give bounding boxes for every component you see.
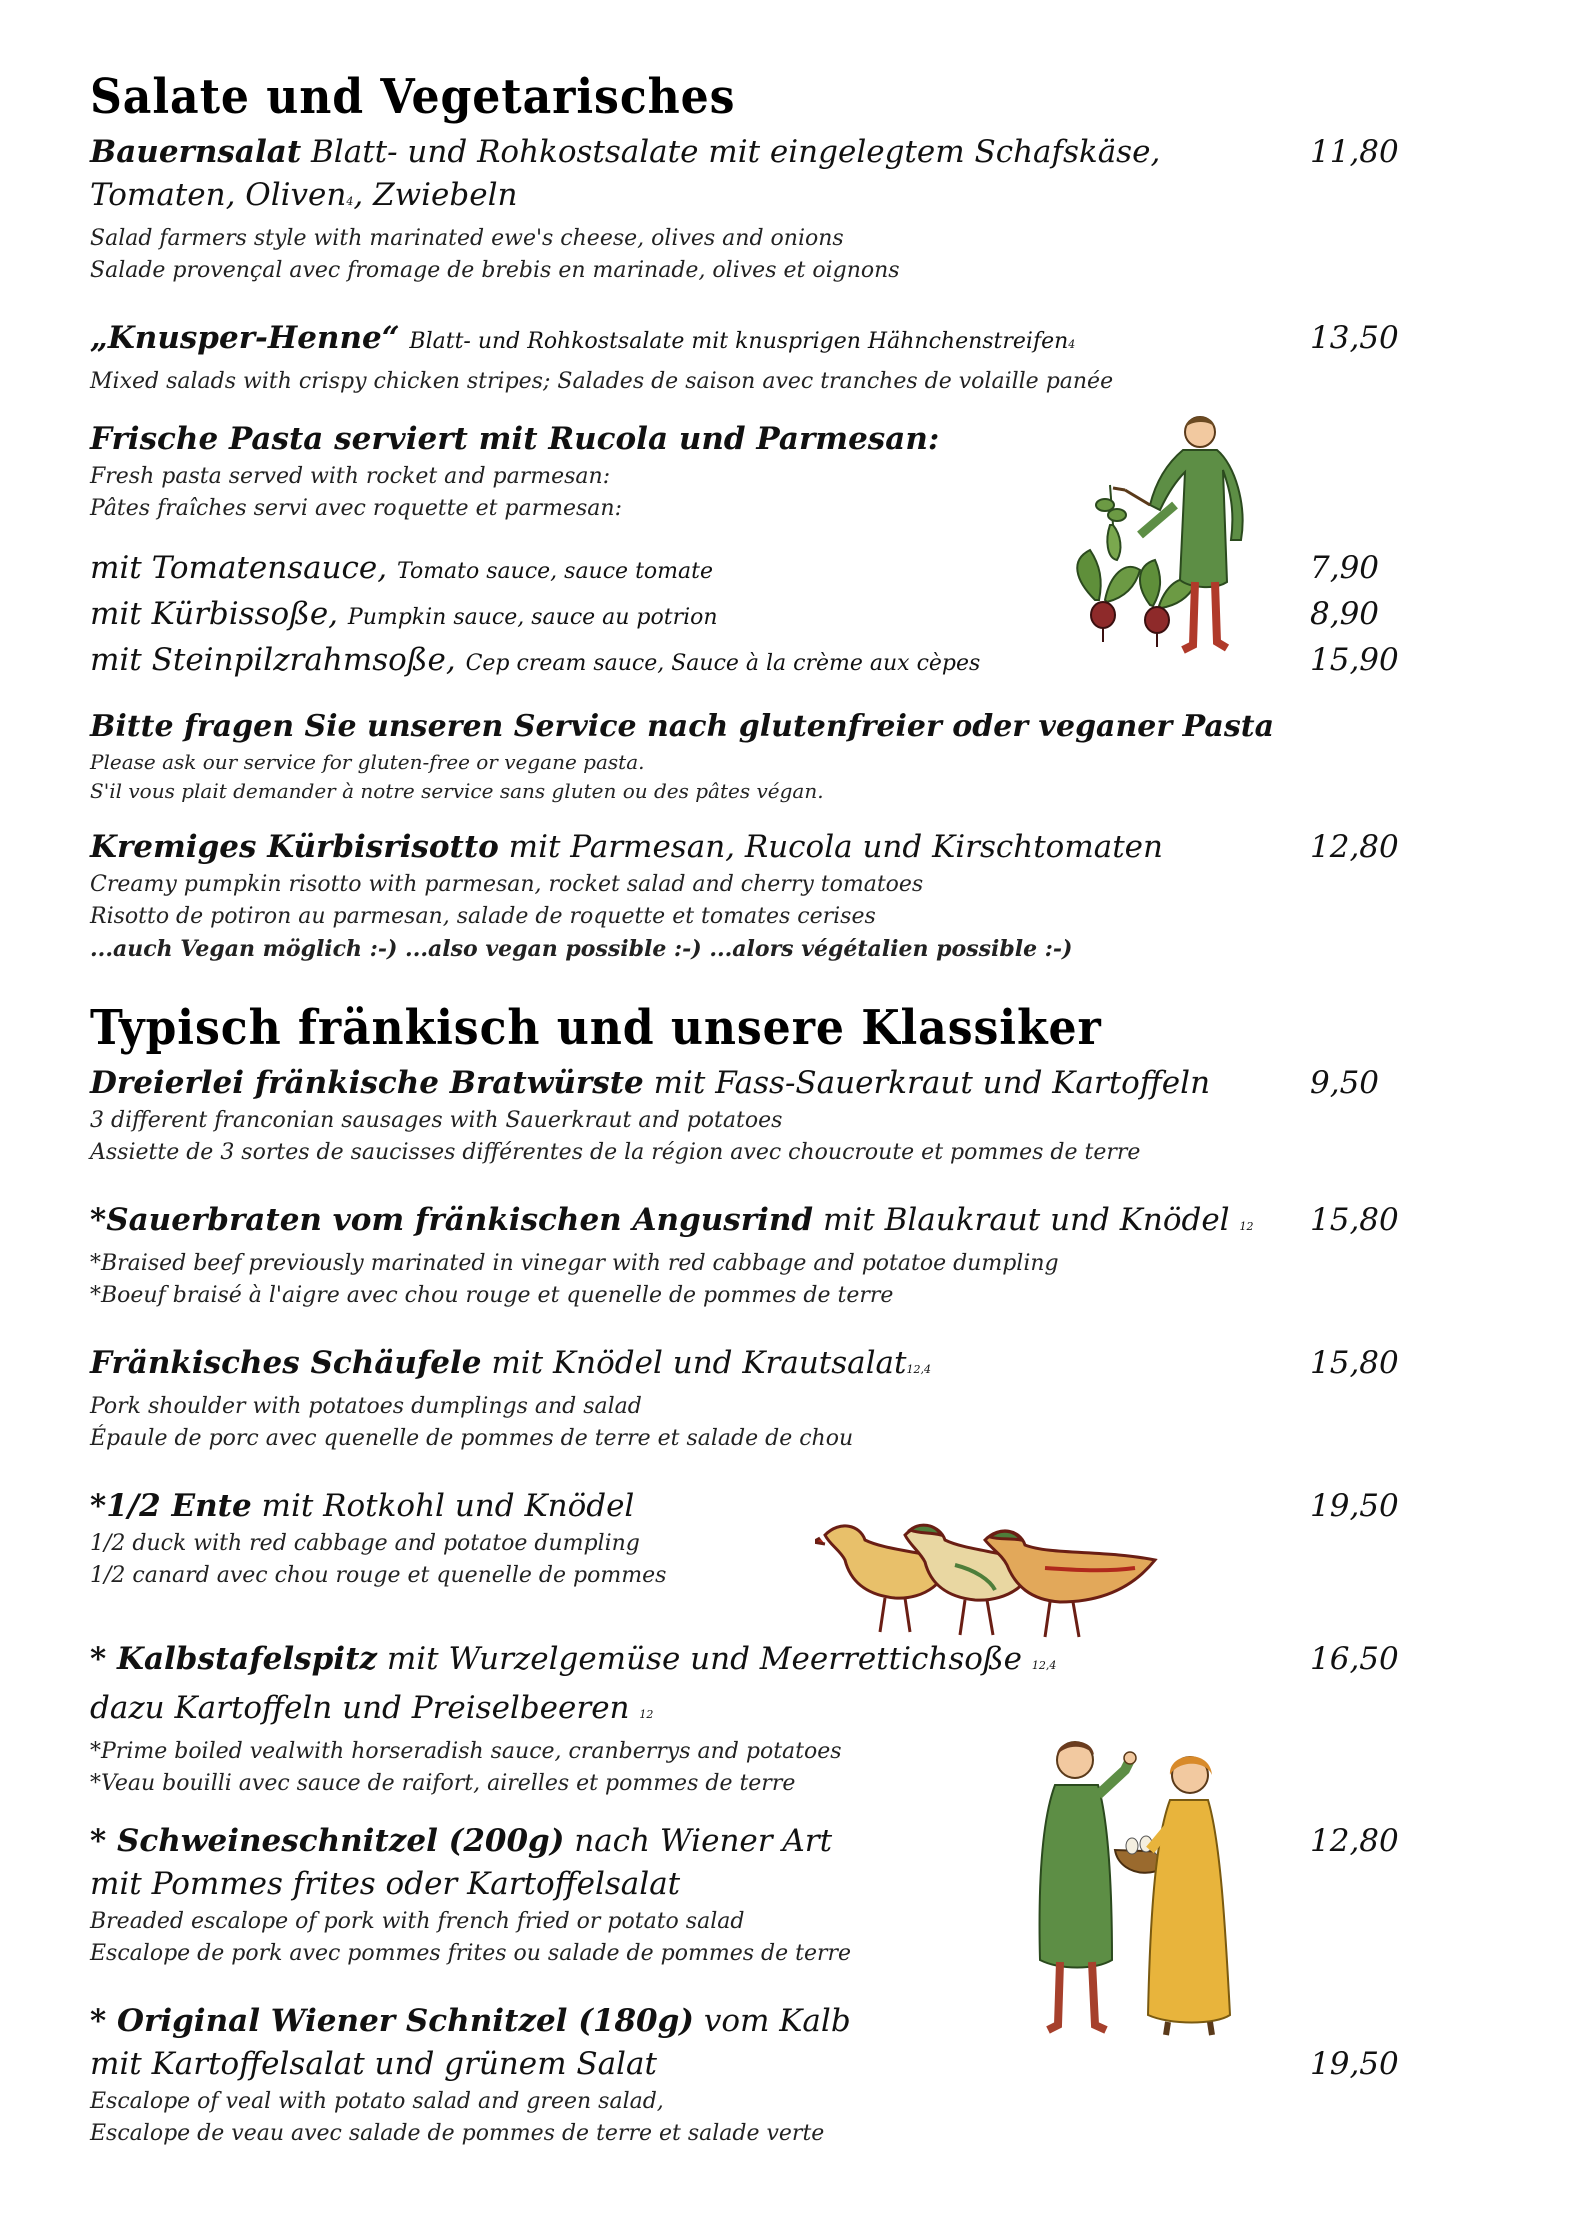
gardener-illustration-icon	[1055, 410, 1250, 675]
option-name: mit Steinpilzrahmsoße,	[90, 642, 456, 679]
item-price: 19,50	[1310, 1488, 1399, 1525]
option-price: 15,90	[1310, 642, 1399, 679]
item-desc: mit Fass-Sauerkraut und Kartoffeln	[653, 1065, 1211, 1102]
item-desc-en: Breaded escalope of pork with french fried or potato salad	[90, 1909, 745, 1935]
item-desc-fr: *Boeuf braisé à l'aigre avec chou rouge et quenelle de pommes de terre	[90, 1283, 894, 1309]
section-title-salads: Salate und Vegetarisches	[90, 69, 736, 125]
allergen-note: 12,4	[1031, 1659, 1057, 1673]
allergen-note: 12,4	[906, 1363, 931, 1377]
item-desc-en: Pork shoulder with potatoes dumplings and salad	[90, 1394, 642, 1420]
menu-item-ente	[90, 1485, 1410, 1592]
item-desc: mit Parmesan, Rucola und Kirschtomaten	[508, 829, 1163, 866]
item-price: 13,50	[1310, 320, 1399, 357]
gluten-free-note	[90, 705, 1410, 806]
item-desc-en: Creamy pumpkin risotto with parmesan, rocket salad and cherry tomatoes	[90, 872, 924, 898]
option-trans: Cep cream sauce, Sauce à la crème aux cèpes	[465, 651, 981, 677]
item-desc-cont: dazu Kartoffeln und Preiselbeeren	[90, 1690, 630, 1727]
item-price: 9,50	[1310, 1065, 1380, 1102]
item-desc-fr: Salade provençal avec fromage de brebis en marinade, olives et oignons	[90, 258, 900, 284]
option-trans: Tomato sauce, sauce tomate	[396, 559, 713, 585]
item-price: 12,80	[1310, 829, 1399, 866]
item-name: *1/2 Ente	[90, 1488, 252, 1525]
item-desc: Blatt- und Rohkostsalate mit eingelegtem Schafskäse,	[311, 134, 1161, 171]
item-desc-fr: 1/2 canard avec chou rouge et quenelle de pommes	[90, 1563, 667, 1589]
gluten-fr: S'il vous plait demander à notre service sans gluten ou des pâtes végan.	[90, 779, 824, 804]
item-desc-en: *Braised beef previously marinated in vinegar with red cabbage and potatoe dumpling	[90, 1251, 1059, 1277]
item-desc-fr: Assiette de 3 sortes de saucisses différentes de la région avec choucroute et pommes de terre	[90, 1140, 1141, 1166]
item-desc-en: 3 different franconian sausages with Sauerkraut and potatoes	[90, 1108, 783, 1134]
option-price: 7,90	[1310, 550, 1380, 587]
allergen-note: 4	[1068, 338, 1076, 352]
item-price: 16,50	[1310, 1641, 1399, 1678]
allergen-note: 4	[346, 195, 354, 209]
item-desc: mit Knödel und Krautsalat	[491, 1345, 907, 1382]
item-name: * Kalbstafelspitz	[90, 1641, 378, 1678]
item-desc-en: 1/2 duck with red cabbage and potatoe dumpling	[90, 1531, 640, 1557]
option-price: 8,90	[1310, 596, 1380, 633]
menu-item-sauerbraten	[90, 1199, 1410, 1312]
section-title-classics: Typisch fränkisch und unsere Klassiker	[90, 1000, 1102, 1057]
item-desc-en: Salad farmers style with marinated ewe's cheese, olives and onions	[90, 226, 844, 252]
item-desc-en: Escalope of veal with potato salad and green salad,	[90, 2089, 664, 2115]
menu-item-knusper-henne	[90, 317, 1410, 398]
item-desc: Blatt- und Rohkostsalate mit knusprigen Hähnchenstreifen	[409, 329, 1069, 355]
item-desc: mit Rotkohl und Knödel	[261, 1488, 635, 1525]
item-name: Fränkisches Schäufele	[90, 1345, 482, 1382]
item-desc-en-fr: Mixed salads with crispy chicken stripes; Salades de saison avec tranches de volaille panée	[90, 369, 1114, 395]
item-desc-fr: *Veau bouilli avec sauce de raifort, airelles et pommes de terre	[90, 1771, 796, 1797]
item-price: 11,80	[1310, 134, 1399, 171]
option-trans: Pumpkin sauce, sauce au potrion	[347, 605, 718, 631]
item-desc-fr: Risotto de potiron au parmesan, salade de roquette et tomates cerises	[90, 904, 876, 930]
item-desc-cont: mit Kartoffelsalat und grünem Salat	[90, 2046, 657, 2083]
vegan-note: ...auch Vegan möglich :-) ...also vegan possible :-) ...alors végétalien possible :-)	[90, 936, 1073, 963]
item-price: 15,80	[1310, 1345, 1399, 1382]
item-name: * Original Wiener Schnitzel (180g)	[90, 2003, 694, 2040]
item-desc: mit Blaukraut und Knödel	[822, 1202, 1230, 1239]
item-desc: mit Wurzelgemüse und Meerrettichsoße	[386, 1641, 1022, 1678]
item-desc: vom Kalb	[703, 2003, 851, 2040]
item-name: „Knusper-Henne“	[90, 320, 400, 357]
item-name: Kremiges Kürbisrisotto	[90, 829, 499, 866]
item-name: * Schweineschnitzel (200g)	[90, 1823, 565, 1860]
menu-item-schaeufele	[90, 1342, 1410, 1455]
item-desc-fr: Épaule de porc avec quenelle de pommes de terre et salade de chou	[90, 1426, 854, 1452]
item-price: 15,80	[1310, 1202, 1399, 1239]
item-desc: nach Wiener Art	[574, 1823, 833, 1860]
allergen-note: 12	[1239, 1220, 1254, 1234]
item-desc-cont: mit Pommes frites oder Kartoffelsalat	[90, 1866, 681, 1903]
pasta-en: Fresh pasta served with rocket and parmesan:	[90, 464, 611, 490]
allergen-note: 12	[639, 1708, 654, 1722]
item-desc-cont: Tomaten, Oliven	[90, 177, 347, 214]
pasta-fr: Pâtes fraîches servi avec roquette et parmesan:	[90, 496, 623, 522]
item-name: *Sauerbraten vom fränkischen Angusrind	[90, 1202, 814, 1239]
option-name: mit Kürbissoße,	[90, 596, 339, 633]
item-desc-end: , Zwiebeln	[353, 177, 518, 214]
gluten-en: Please ask our service for gluten-free or vegane pasta.	[90, 750, 645, 775]
item-price: 19,50	[1310, 2046, 1399, 2083]
two-figures-illustration-icon	[1020, 1730, 1250, 2045]
item-name: Bauernsalat	[90, 134, 302, 171]
menu-item-bauernsalat	[90, 131, 1410, 287]
menu-item-risotto	[90, 826, 1410, 965]
ducks-illustration-icon	[815, 1510, 1160, 1645]
item-price: 12,80	[1310, 1823, 1399, 1860]
item-desc-en: *Prime boiled vealwith horseradish sauce, cranberrys and potatoes	[90, 1739, 842, 1765]
pasta-heading: Frische Pasta serviert mit Rucola und Parmesan:	[90, 421, 940, 458]
item-name: Dreierlei fränkische Bratwürste	[90, 1065, 644, 1102]
option-name: mit Tomatensauce,	[90, 550, 388, 587]
menu-item-bratwurst	[90, 1062, 1410, 1169]
item-desc-fr: Escalope de pork avec pommes frites ou salade de pommes de terre	[90, 1941, 852, 1967]
gluten-heading: Bitte fragen Sie unseren Service nach glutenfreier oder veganer Pasta	[90, 709, 1275, 745]
item-desc-fr: Escalope de veau avec salade de pommes de terre et salade verte	[90, 2121, 825, 2147]
